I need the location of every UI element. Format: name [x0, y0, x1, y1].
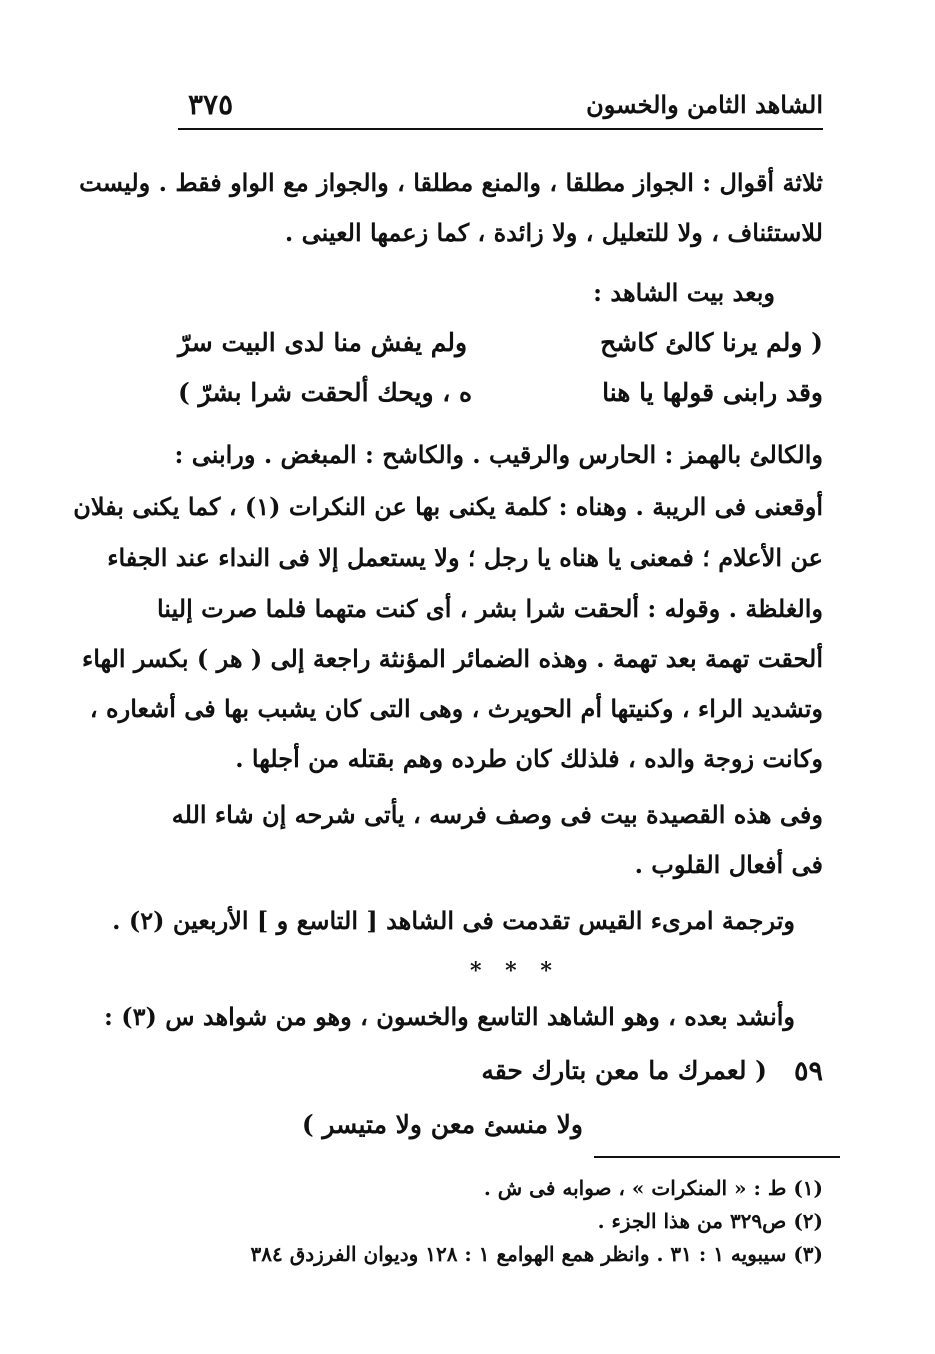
section-separator: * * * [470, 958, 560, 984]
paragraph-2-line-7: وكانت زوجة والده ، فلذلك كان طرده وهم بقتله من أجلها . [235, 744, 823, 773]
paragraph-4: وترجمة امرىء القيس تقدمت فى الشاهد [ التاسع و ] الأربعين (٢) . [112, 906, 795, 935]
paragraph-2-line-5: ألحقت تهمة بعد تهمة . وهذه الضمائر المؤنثة راجعة إلى ( هر ) بكسر الهاء [81, 644, 823, 673]
verse-intro: وبعد بيت الشاهد : [593, 278, 775, 307]
footnote-3: (٣) سيبويه ١ : ٣١ . وانظر همع الهوامع ١ : ١٢٨ وديوان الفرزدق ٣٨٤ [250, 1242, 823, 1266]
verse-2-number: ٥٩ [793, 1056, 823, 1087]
verse-1-line-1-b: ولم يفش منا لدى البيت سرّ [178, 328, 468, 357]
verse-1-line-1-a: ( ولم يرنا كالئ كاشح [600, 328, 823, 357]
paragraph-2-line-3: عن الأعلام ؛ فمعنى يا هناه يا رجل ؛ ولا يستعمل إلا فى النداء عند الجفاء [107, 543, 823, 572]
page-number: ٣٧٥ [188, 88, 234, 121]
paragraph-2-line-2: أوقعنى فى الريبة . وهناه : كلمة يكنى بها عن النكرات (١) ، كما يكنى بفلان [73, 492, 823, 521]
verse-1-line-2-a: وقد رابنى قولها يا هنا [602, 378, 823, 407]
paragraph-3-line-2: فى أفعال القلوب . [634, 850, 823, 879]
verse-1-line-2-b: ه ، ويحك ألحقت شرا بشرّ ) [178, 378, 473, 407]
footnote-1: (١) ط : « المنكرات » ، صوابه فى ش . [483, 1176, 823, 1200]
paragraph-1-line-2: للاستئناف ، ولا للتعليل ، ولا زائدة ، كما زعمها العينى . [284, 218, 823, 247]
paragraph-2-line-4: والغلظة . وقوله : ألحقت شرا بشر ، أى كنت متهما فلما صرت إلينا [156, 594, 823, 623]
running-header-title: الشاهد الثامن والخسون [586, 90, 823, 119]
paragraph-3-line-1: وفى هذه القصيدة بيت فى وصف فرسه ، يأتى شرحه إن شاء الله [171, 800, 823, 829]
footnote-rule [594, 1156, 840, 1158]
paragraph-2-line-6: وتشديد الراء ، وكنيتها أم الحويرث ، وهى التى كان يشبب بها فى أشعاره ، [89, 694, 823, 723]
paragraph-5: وأنشد بعده ، وهو الشاهد التاسع والخسون ، وهو من شواهد س (٣) : [104, 1002, 795, 1031]
header-rule [178, 128, 823, 130]
paragraph-1-line-1: ثلاثة أقوال : الجواز مطلقا ، والمنع مطلقا ، والجواز مع الواو فقط . وليست [79, 168, 823, 197]
verse-2-line-2: ولا منسئ معن ولا متيسر ) [301, 1110, 583, 1139]
paragraph-2-line-1: والكالئ بالهمز : الحارس والرقيب . والكاشح : المبغض . ورابنى : [174, 440, 823, 469]
verse-2-line-1: ( لعمرك ما معن بتارك حقه [481, 1056, 767, 1085]
footnote-2: (٢) ص٣٢٩ من هذا الجزء . [597, 1209, 823, 1233]
